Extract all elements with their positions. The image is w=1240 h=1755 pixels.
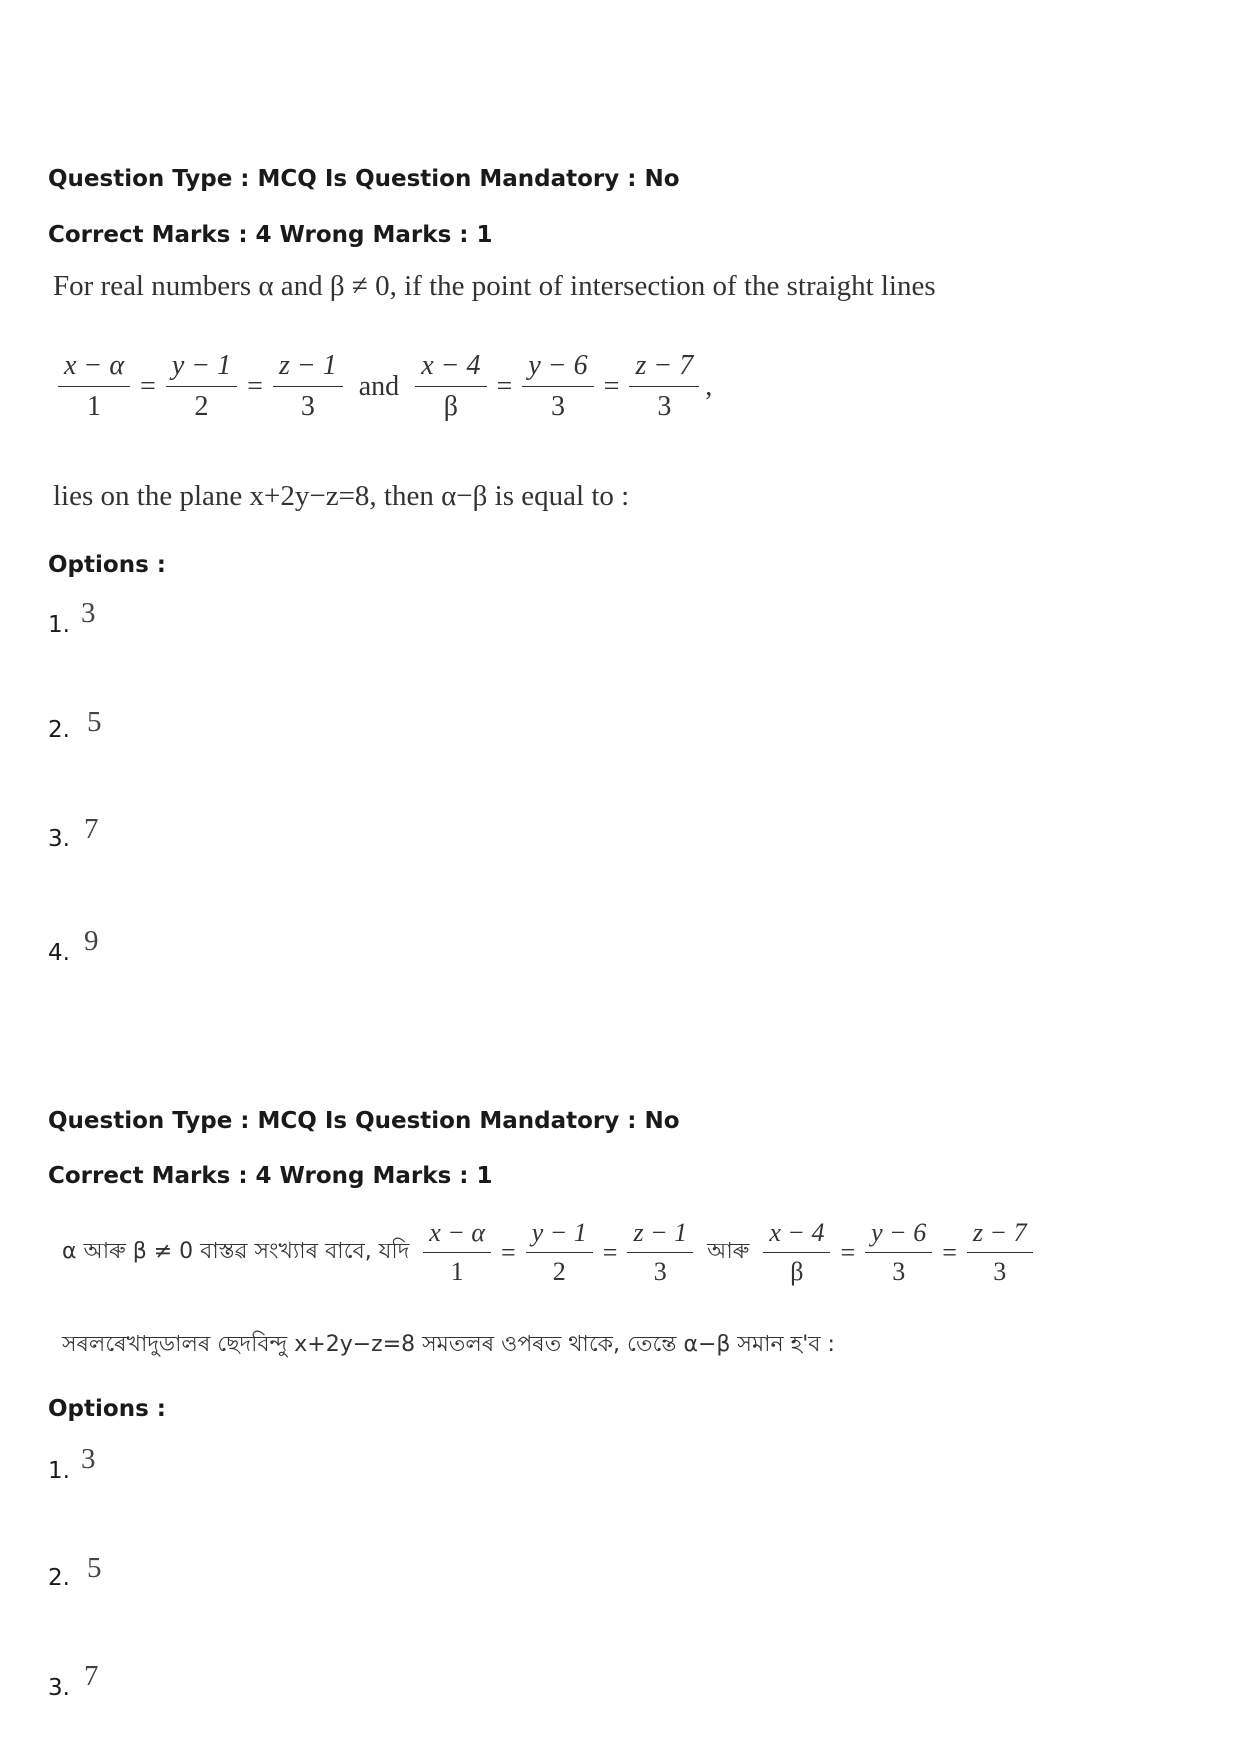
option-number: 3. — [48, 1675, 70, 1701]
option-number: 1. — [48, 612, 70, 638]
option-number: 1. — [48, 1458, 70, 1484]
fraction: $\frac{y - 1}{2}$ — [166, 350, 237, 423]
trailing-comma: , — [705, 370, 713, 402]
option-value: 3 — [81, 1443, 96, 1475]
options-label: Options : — [48, 552, 166, 578]
option-value: 5 — [87, 706, 102, 738]
marks-line: Correct Marks : 4 Wrong Marks : 1 — [48, 1163, 493, 1189]
fraction: $\frac{z - 7}{3}$ — [967, 1218, 1033, 1287]
question-type-line: Question Type : MCQ Is Question Mandatory : No — [48, 1108, 680, 1134]
fraction: $\frac{z - 1}{3}$ — [627, 1218, 693, 1287]
question-intro: For real numbers α and β ≠ 0, if the point of intersection of the straight lines — [53, 270, 936, 302]
fraction: $\frac{z - 1}{3}$ — [273, 350, 343, 423]
marks-line: Correct Marks : 4 Wrong Marks : 1 — [48, 222, 493, 248]
option-value: 5 — [87, 1552, 102, 1584]
fraction: $\frac{y - 1}{2}$ — [526, 1218, 593, 1287]
option-value: 7 — [84, 1660, 99, 1692]
option-value: 9 — [84, 925, 99, 957]
option-number: 2. — [48, 717, 70, 743]
option-value: 7 — [84, 813, 99, 845]
fraction: $\frac{y - 6}{3}$ — [865, 1218, 932, 1287]
question-intro-with-equations: α আৰু β ≠ 0 বাস্তৱ সংখ্যাৰ বাবে, যদি $\frac{x - \alpha}{1}$ = $\frac{y - 1}{2}$ = $\frac{z - 1}{3}$ আৰু $\frac{x - 4}{\beta}$ = $\frac{y - 6}{3}$ = $\frac{z - 7}{3}$ — [62, 1218, 1039, 1287]
fraction: $\frac{x - \alpha}{1}$ — [58, 350, 130, 423]
options-label: Options : — [48, 1396, 166, 1422]
fraction: $\frac{x - 4}{\beta}$ — [763, 1218, 830, 1287]
option-number: 2. — [48, 1565, 70, 1591]
fraction: $\frac{y - 6}{3}$ — [522, 350, 593, 423]
option-number: 4. — [48, 940, 70, 966]
option-number: 3. — [48, 826, 70, 852]
fraction: $\frac{z - 7}{3}$ — [629, 350, 699, 423]
question-type-line: Question Type : MCQ Is Question Mandatory : No — [48, 166, 680, 192]
question-intro: α আৰু β ≠ 0 বাস্তৱ সংখ্যাৰ বাবে, যদি — [62, 1239, 410, 1264]
option-value: 3 — [81, 597, 96, 629]
line-equations: $\frac{x - \alpha}{1}$ = $\frac{y - 1}{2}$ = $\frac{z - 1}{3}$ and $\frac{x - 4}{\beta}$ = $\frac{y - 6}{3}$ = $\frac{z - 7}{3}$ , — [52, 350, 712, 423]
fraction: $\frac{x - \alpha}{1}$ — [423, 1218, 491, 1287]
question-closing: সৰলৰেখাদুডালৰ ছেদবিন্দু x+2y−z=8 সমতলৰ ওপৰত থাকে, তেন্তে α−β সমান হ'ব : — [62, 1332, 835, 1357]
fraction: $\frac{x - 4}{\beta}$ — [415, 350, 486, 423]
question-closing: lies on the plane x+2y−z=8, then α−β is equal to : — [53, 480, 630, 512]
connector-text: and — [358, 370, 400, 402]
connector-text: আৰু — [707, 1239, 750, 1264]
